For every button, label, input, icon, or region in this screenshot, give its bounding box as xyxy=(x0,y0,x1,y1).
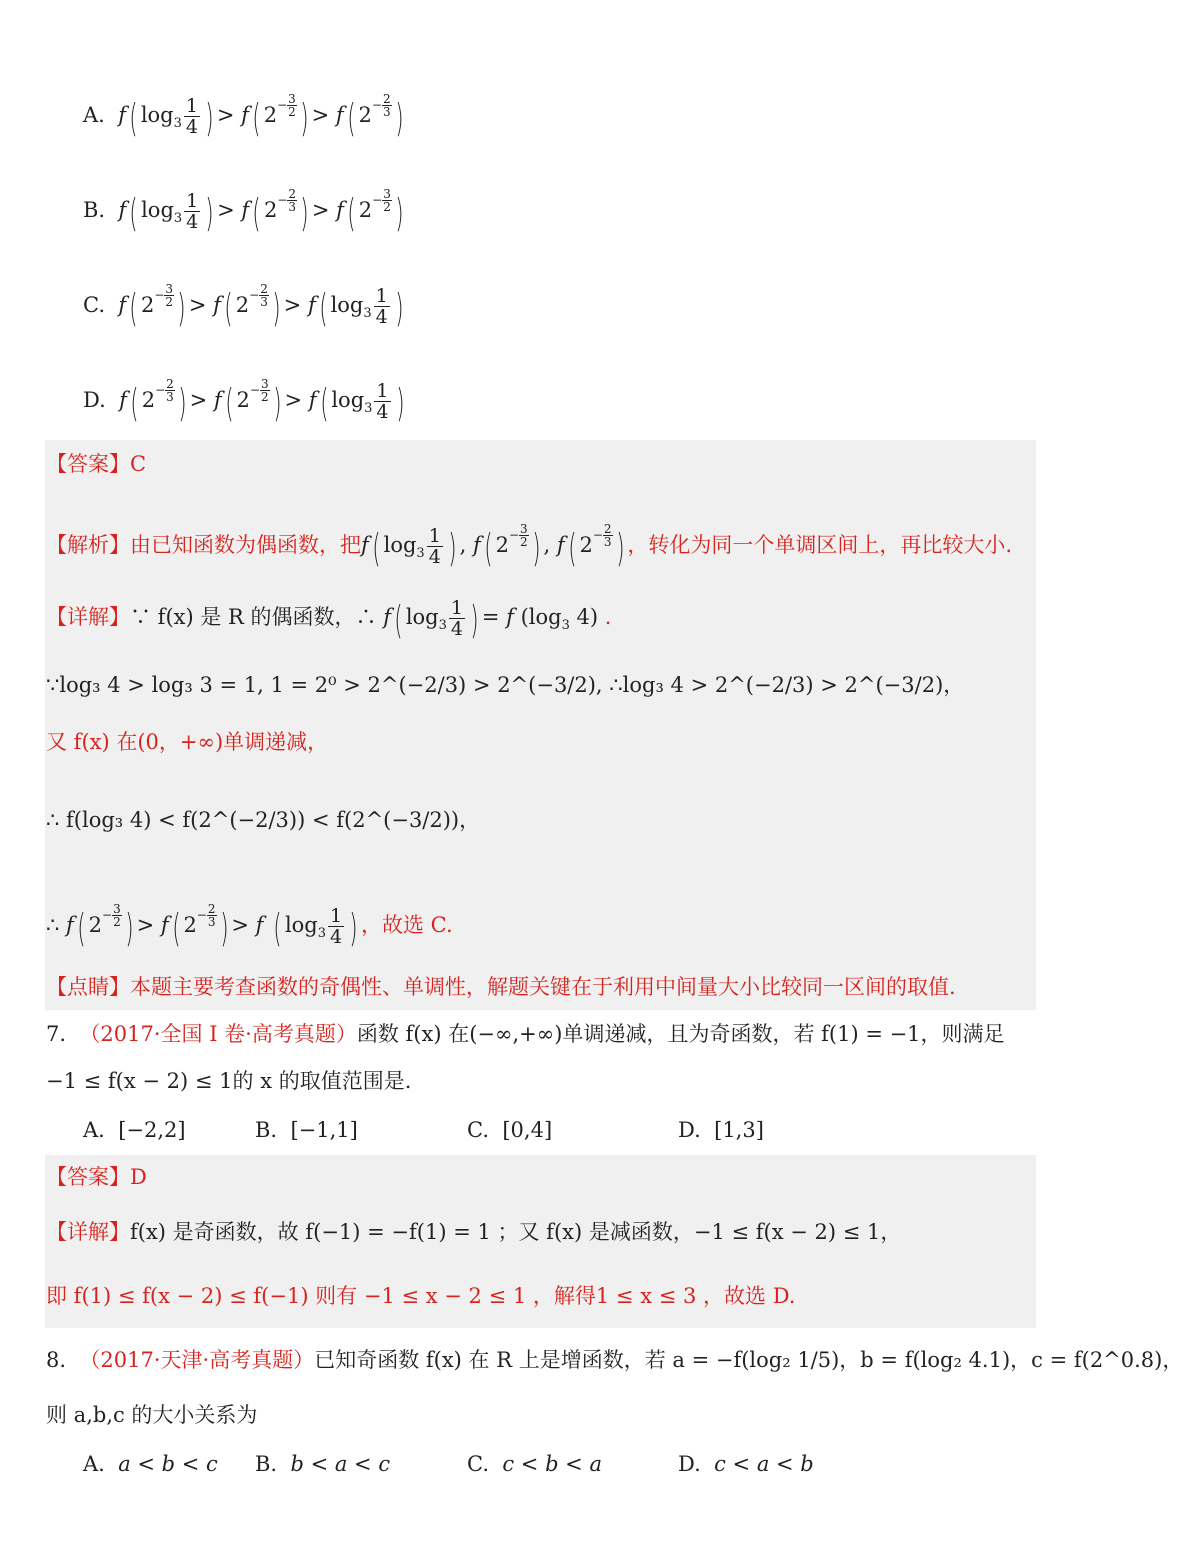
option-label: D. xyxy=(83,388,106,412)
q6-detail-3: 又 f(x) 在(0，+∞)单调递减， xyxy=(46,730,329,754)
q8-option-d xyxy=(678,1449,814,1479)
q6-option-a xyxy=(83,90,406,139)
analysis-tag: 【解析】 xyxy=(46,533,130,557)
option-expression: f( 2− 2 3 ) > f( 2− 3 2 ) > f( $\log_3$ $\frac{1}{4}$ ) xyxy=(119,376,405,425)
option-value: [1,3] xyxy=(714,1118,764,1142)
option-label: C. xyxy=(467,1452,489,1476)
option-value: c < a < b xyxy=(714,1452,814,1476)
option-label: C. xyxy=(83,293,105,317)
detail-5-post: ，故选 C. xyxy=(360,913,453,937)
option-value: b < a < c xyxy=(290,1452,391,1476)
detail-tag: 【详解】 xyxy=(46,1220,130,1244)
detail-text: f(x) 是奇函数，故 f(−1) = −f(1) = 1 ；又 f(x) 是减函数，−1 ≤ f(x − 2) ≤ 1， xyxy=(130,1220,902,1244)
q7-detail-2: 即 f(1) ≤ f(x − 2) ≤ f(−1) 则有 −1 ≤ x − 2 ≤ 1 ，解得1 ≤ x ≤ 3 ，故选 D. xyxy=(46,1284,796,1308)
option-label: D. xyxy=(678,1118,701,1142)
q8-stem-1 xyxy=(46,1345,1183,1375)
answer-tag: 【答案】 xyxy=(46,1165,130,1189)
q6-answer xyxy=(46,449,146,479)
option-value: [−1,1] xyxy=(290,1118,358,1142)
q8-option-c xyxy=(467,1449,602,1479)
q6-option-b xyxy=(83,185,407,234)
option-label: D. xyxy=(678,1452,701,1476)
option-label: B. xyxy=(255,1118,278,1142)
comment-text: 本题主要考查函数的奇偶性、单调性，解题关键在于利用中间量大小比较同一区间的取值. xyxy=(130,975,956,999)
option-value: a < b < c xyxy=(118,1452,218,1476)
option-value: c < b < a xyxy=(502,1452,602,1476)
q6-option-d xyxy=(83,375,407,424)
q8-option-b xyxy=(255,1449,390,1479)
option-expression: f( 2− 3 2 ) > f( 2− 2 3 ) > f( $\log_3$ $\frac{1}{4}$ ) xyxy=(118,281,404,330)
detail-1a: ∵ f(x) 是 R 的偶函数，∴ xyxy=(130,605,377,629)
question-stem: 已知奇函数 f(x) 在 R 上是增函数，若 a = −f(log₂ 1/5)，b = f(log₂ 4.1)，c = f(2^0.8)， xyxy=(314,1348,1183,1372)
q7-answer xyxy=(46,1162,147,1192)
q7-stem-1 xyxy=(46,1019,1005,1049)
q7-option-b xyxy=(255,1115,358,1145)
option-expression: f( $\log_3$ $\frac{1}{4}$ ) > f( 2− 3 2 ) > f( 2− 2 3 ) xyxy=(118,91,404,140)
q7-option-a xyxy=(83,1115,186,1145)
analysis-post: ，转化为同一个单调区间上，再比较大小. xyxy=(627,533,1013,557)
option-label: A. xyxy=(83,1452,105,1476)
option-label: B. xyxy=(255,1452,278,1476)
q7-stem-2: −1 ≤ f(x − 2) ≤ 1的 x 的取值范围是. xyxy=(46,1069,412,1093)
q7-detail-1 xyxy=(46,1217,901,1247)
q8-option-a xyxy=(83,1449,218,1479)
q8-stem-2: 则 a,b,c 的大小关系为 xyxy=(46,1403,258,1427)
question-number: 7. xyxy=(46,1022,67,1046)
detail-tag: 【详解】 xyxy=(46,605,130,629)
option-label: C. xyxy=(467,1118,489,1142)
q6-detail-5 xyxy=(46,900,453,949)
q6-comment xyxy=(46,972,956,1002)
answer-value: C xyxy=(130,452,147,476)
q6-detail-1: 【详解】∵ f(x) 是 R 的偶函数，∴ f( $\log_3$ $\frac{1}{4}$ ) = f ($\log_3$ 4) . xyxy=(46,597,612,642)
q6-option-c xyxy=(83,280,407,329)
comment-tag: 【点睛】 xyxy=(46,975,130,999)
detail-5-expression: ∴ f( 2− 3 2 ) > f( 2− 2 3 ) > f ( $\log_3$ $\frac{1}{4}$ ) xyxy=(46,901,358,950)
answer-tag: 【答案】 xyxy=(46,452,130,476)
option-label: A. xyxy=(83,103,105,127)
question-stem: 函数 f(x) 在(−∞,+∞)单调递减，且为奇函数，若 f(1) = −1，则满足 xyxy=(356,1022,1005,1046)
q7-option-d xyxy=(678,1115,764,1145)
answer-value: D xyxy=(130,1165,147,1189)
q6-detail-4: ∴ f(log₃ 4) < f(2^(−2/3)) < f(2^(−3/2))， xyxy=(46,808,481,832)
option-expression: f( $\log_3$ $\frac{1}{4}$ ) > f( 2− 2 3 ) > f( 2− 3 2 ) xyxy=(118,186,404,235)
question-number: 8. xyxy=(46,1348,67,1372)
q6-analysis: 【解析】由已知函数为偶函数，把f( $\log_3$ $\frac{1}{4}$ ) , f( 2− 3 2 ) , f( 2− 2 3 ) ，转化为同一个单调区间上，再比较大小. xyxy=(46,521,1013,570)
option-value: [−2,2] xyxy=(118,1118,186,1142)
q6-detail-2: ∵log₃ 4 > log₃ 3 = 1, 1 = 2⁰ > 2^(−2/3) > 2^(−3/2), ∴log₃ 4 > 2^(−2/3) > 2^(−3/2)， xyxy=(46,673,965,697)
question-source: （2017·天津·高考真题） xyxy=(79,1348,315,1372)
analysis-pre: 由已知函数为偶函数，把 xyxy=(130,533,361,557)
q7-option-c xyxy=(467,1115,552,1145)
option-label: A. xyxy=(83,1118,105,1142)
option-label: B. xyxy=(83,198,106,222)
question-source: （2017·全国 I 卷·高考真题） xyxy=(79,1022,357,1046)
option-value: [0,4] xyxy=(502,1118,553,1142)
